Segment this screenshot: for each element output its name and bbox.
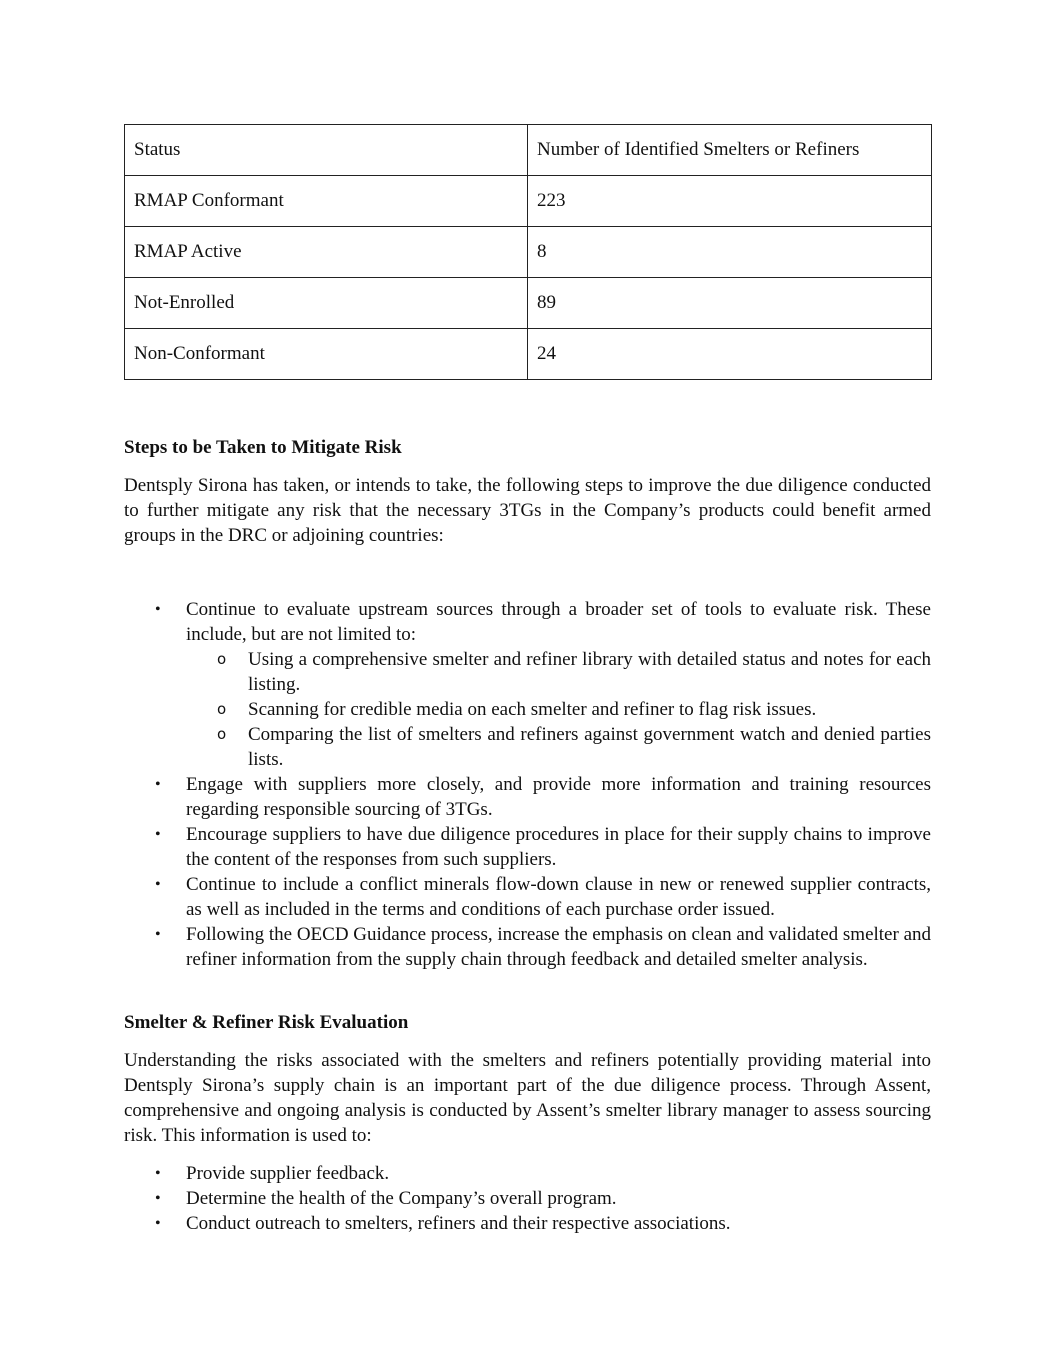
bullet-icon: • [155, 1165, 161, 1182]
table-cell-status: Not-Enrolled [125, 278, 528, 329]
status-table [124, 124, 932, 380]
table-header-row [125, 125, 932, 176]
table-header-count: Number of Identified Smelters or Refiners [528, 125, 932, 176]
sub-list-item-text: Using a comprehensive smelter and refiner library with detailed status and notes for each listing. [248, 649, 931, 695]
bullet-icon: • [155, 876, 161, 893]
list-item-text: Conduct outreach to smelters, refiners and their respective associations. [186, 1213, 731, 1234]
table-cell-status: Non-Conformant [125, 329, 528, 380]
bullet-icon: • [155, 826, 161, 843]
sub-list-item [186, 647, 931, 697]
list-item [124, 822, 931, 872]
circle-bullet-icon: o [217, 650, 227, 668]
table-cell-count: 223 [528, 176, 932, 227]
evaluation-intro: Understanding the risks associated with the smelters and refiners potentially providing material into Dentsply Sirona’s supply chain is an important part of the due diligence process. Through Assent, comprehensive and ongoing analysis is conducted by Assent’s smelter library manager to assess sourcing risk. This information is used to: [124, 1050, 931, 1146]
table-row [125, 176, 932, 227]
bullet-icon: • [155, 1215, 161, 1232]
list-item-text: Continue to evaluate upstream sources through a broader set of tools to evaluate risk. These include, but are not limited to: [186, 599, 931, 645]
circle-bullet-icon: o [217, 700, 227, 718]
evaluation-heading: Smelter & Refiner Risk Evaluation [124, 1012, 409, 1033]
list-item-text: Engage with suppliers more closely, and provide more information and training resources regarding responsible sourcing of 3TGs. [186, 774, 931, 820]
list-item [124, 872, 931, 922]
sub-list-item-text: Comparing the list of smelters and refiners against government watch and denied parties lists. [248, 724, 931, 770]
table-row [125, 227, 932, 278]
steps-list-section [124, 597, 931, 972]
list-item-text: Provide supplier feedback. [186, 1163, 390, 1184]
bullet-icon: • [155, 1190, 161, 1207]
list-item [124, 772, 931, 822]
list-item [124, 1211, 931, 1236]
list-item [124, 1186, 931, 1211]
list-item [124, 597, 931, 772]
table-cell-status: RMAP Active [125, 227, 528, 278]
list-item-text: Following the OECD Guidance process, increase the emphasis on clean and validated smelter and refiner information from the supply chain through feedback and detailed smelter analysis. [186, 924, 931, 970]
bullet-icon: • [155, 601, 161, 618]
table-cell-count: 89 [528, 278, 932, 329]
table-cell-count: 24 [528, 329, 932, 380]
evaluation-section [124, 1010, 931, 1236]
sub-list-item [186, 722, 931, 772]
status-table-container [124, 124, 931, 380]
list-item [124, 1161, 931, 1186]
table-cell-status: RMAP Conformant [125, 176, 528, 227]
steps-intro: Dentsply Sirona has taken, or intends to take, the following steps to improve the due diligence conducted to further mitigate any risk that the necessary 3TGs in the Company’s products could benefit armed groups in the DRC or adjoining countries: [124, 475, 931, 546]
circle-bullet-icon: o [217, 725, 227, 743]
table-row [125, 329, 932, 380]
list-item-text: Encourage suppliers to have due diligence procedures in place for their supply chains to improve the content of the responses from such suppliers. [186, 824, 931, 870]
sub-list-item-text: Scanning for credible media on each smelter and refiner to flag risk issues. [248, 699, 817, 720]
steps-sub-list [186, 647, 931, 772]
steps-heading: Steps to be Taken to Mitigate Risk [124, 437, 402, 458]
list-item-text: Continue to include a conflict minerals flow-down clause in new or renewed supplier contracts, as well as included in the terms and conditions of each purchase order issued. [186, 874, 931, 920]
table-header-status: Status [125, 125, 528, 176]
sub-list-item [186, 697, 931, 722]
steps-section [124, 435, 931, 548]
list-item [124, 922, 931, 972]
bullet-icon: • [155, 776, 161, 793]
bullet-icon: • [155, 926, 161, 943]
table-row [125, 278, 932, 329]
evaluation-bullet-list [124, 1161, 931, 1236]
table-cell-count: 8 [528, 227, 932, 278]
steps-bullet-list [124, 597, 931, 972]
list-item-text: Determine the health of the Company’s overall program. [186, 1188, 617, 1209]
